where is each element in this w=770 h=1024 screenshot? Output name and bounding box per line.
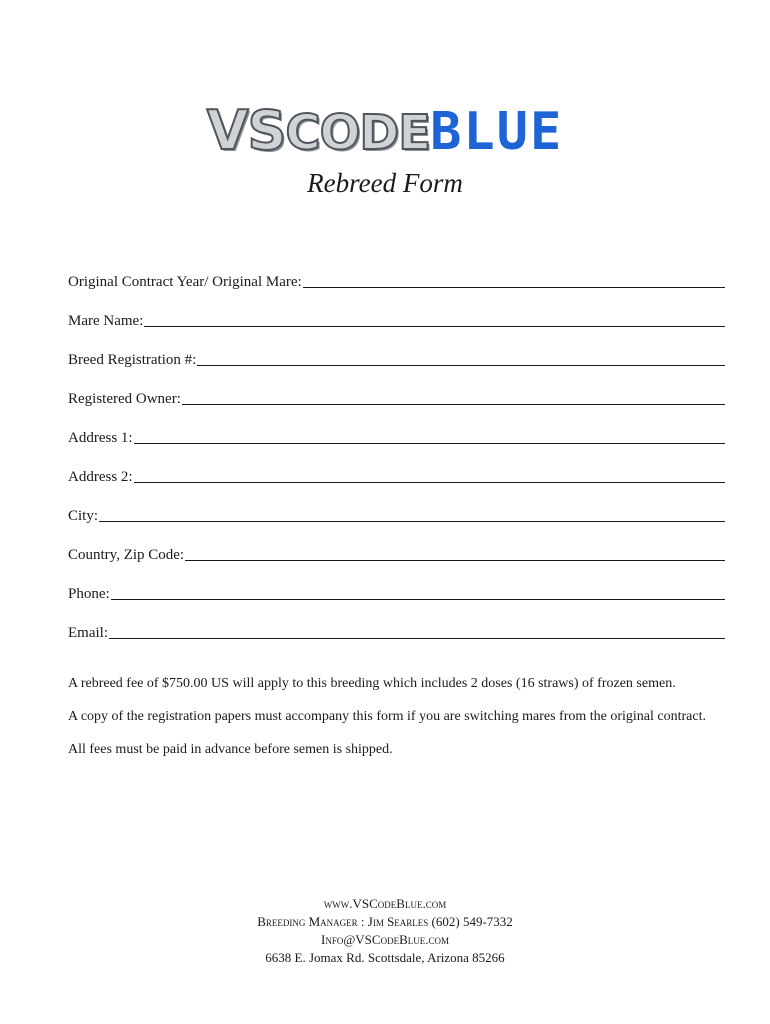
terms-notes bbox=[68, 675, 728, 774]
logo-vs: VS bbox=[206, 99, 286, 162]
fill-line-breed-registration[interactable] bbox=[197, 351, 725, 366]
field-label: Phone: bbox=[68, 586, 110, 602]
fill-line-address-1[interactable] bbox=[134, 429, 725, 444]
field-label: Mare Name: bbox=[68, 313, 144, 329]
field-label: Breed Registration #: bbox=[68, 352, 197, 368]
field-city bbox=[68, 486, 725, 525]
field-label: Address 1: bbox=[68, 430, 133, 446]
field-label: Country, Zip Code: bbox=[68, 547, 185, 563]
fill-line-registered-owner[interactable] bbox=[182, 390, 725, 405]
fill-line-original-contract[interactable] bbox=[303, 273, 725, 288]
field-email bbox=[68, 603, 725, 642]
field-breed-registration bbox=[68, 330, 725, 369]
footer-manager: Breeding Manager : Jim Searles (602) 549-7332 bbox=[257, 914, 513, 929]
fill-line-mare-name[interactable] bbox=[144, 312, 725, 327]
logo-blue: BLUE bbox=[430, 102, 564, 162]
field-label: Email: bbox=[68, 625, 108, 641]
field-original-contract bbox=[68, 252, 725, 291]
fill-line-email[interactable] bbox=[109, 624, 725, 639]
field-registered-owner bbox=[68, 369, 725, 408]
form-title: Rebreed Form bbox=[307, 168, 463, 198]
note-payment: All fees must be paid in advance before semen is shipped. bbox=[68, 742, 393, 757]
logo-code: CODE bbox=[285, 105, 431, 161]
field-mare-name bbox=[68, 291, 725, 330]
brand-logo bbox=[0, 98, 770, 166]
form-fields bbox=[68, 252, 725, 642]
footer-website: www.VSCodeBlue.com bbox=[323, 896, 447, 911]
contact-footer bbox=[0, 895, 770, 967]
fill-line-address-2[interactable] bbox=[134, 468, 725, 483]
note-fee: A rebreed fee of $750.00 US will apply to this breeding which includes 2 doses (16 straws) of frozen semen. bbox=[68, 676, 676, 691]
field-address-2 bbox=[68, 447, 725, 486]
field-label: Original Contract Year/ Original Mare: bbox=[68, 274, 302, 290]
fill-line-city[interactable] bbox=[99, 507, 725, 522]
field-label: Address 2: bbox=[68, 469, 133, 485]
fill-line-phone[interactable] bbox=[111, 585, 725, 600]
field-phone bbox=[68, 564, 725, 603]
footer-email: Info@VSCodeBlue.com bbox=[320, 932, 449, 947]
field-label: City: bbox=[68, 508, 99, 524]
field-address-1 bbox=[68, 408, 725, 447]
fill-line-country-zip[interactable] bbox=[185, 546, 725, 561]
field-country-zip bbox=[68, 525, 725, 564]
note-registration-papers: A copy of the registration papers must accompany this form if you are switching mares from the original contract. bbox=[68, 709, 706, 724]
footer-address: 6638 E. Jomax Rd. Scottsdale, Arizona 85266 bbox=[265, 950, 505, 965]
field-label: Registered Owner: bbox=[68, 391, 181, 407]
